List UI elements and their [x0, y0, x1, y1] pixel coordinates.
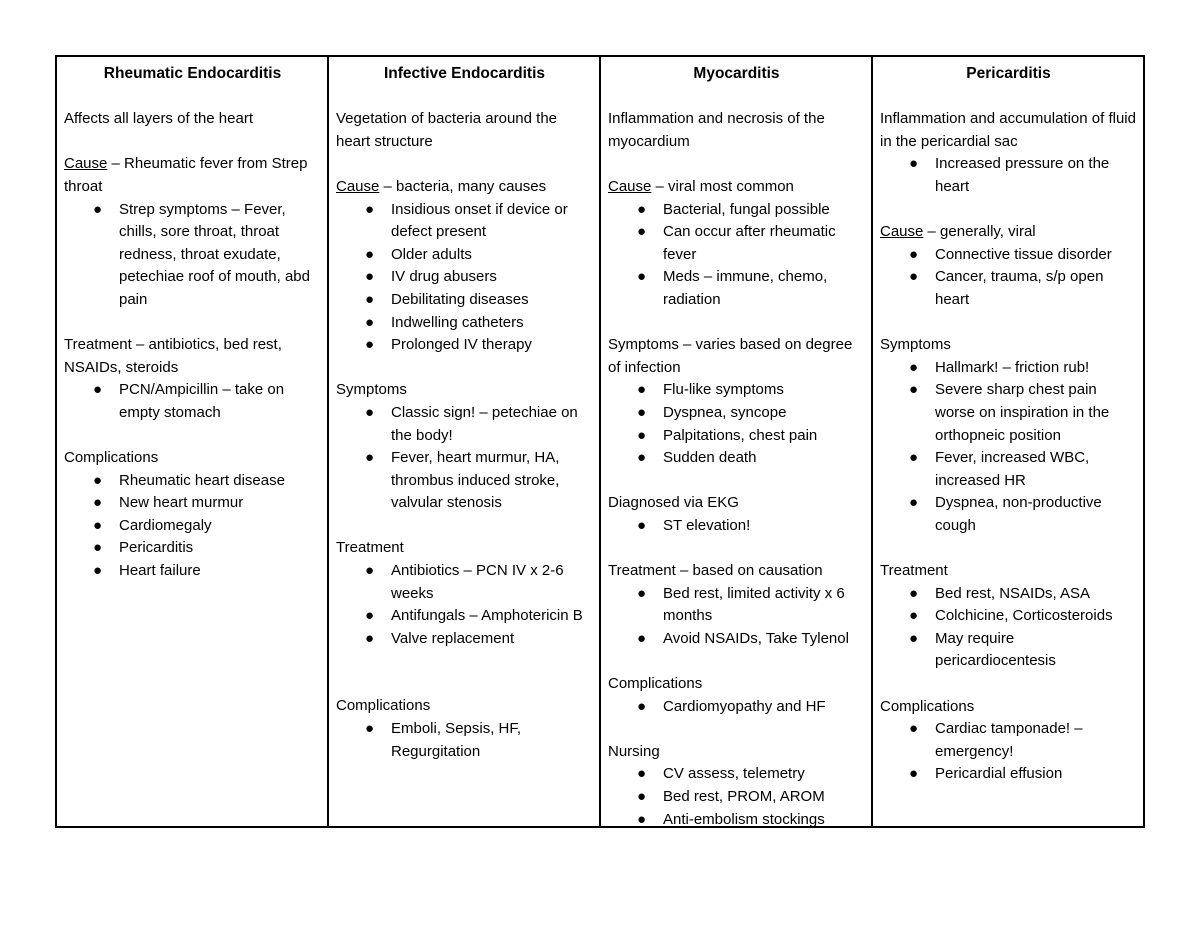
list-item	[365, 289, 593, 312]
section-body: Symptoms – varies based on degree of infection	[608, 336, 853, 376]
section-text	[608, 176, 865, 199]
section	[64, 108, 321, 131]
section	[608, 560, 865, 650]
list-item	[637, 379, 865, 402]
list-item-text: Insidious onset if device or defect present	[391, 200, 568, 241]
list-item-text: Fever, heart murmur, HA, thrombus induced stroke, valvular stenosis	[391, 449, 560, 512]
section-body: Complications	[64, 449, 159, 467]
bullet-icon: ●	[909, 720, 919, 738]
list-item-text: Dyspnea, syncope	[663, 403, 787, 421]
section	[64, 334, 321, 424]
bullet-list	[880, 583, 1137, 673]
section-body: Treatment – based on causation	[608, 562, 823, 580]
column-header: Rheumatic Endocarditis	[103, 65, 282, 82]
list-item	[909, 628, 1137, 673]
section-text	[336, 537, 593, 560]
list-item-text: Valve replacement	[391, 629, 515, 647]
section	[336, 176, 593, 357]
section-text	[608, 741, 865, 764]
list-item	[909, 718, 1137, 763]
bullet-icon: ●	[365, 562, 375, 580]
list-item	[909, 379, 1137, 447]
section-text	[608, 560, 865, 583]
list-item-text: IV drug abusers	[391, 268, 497, 286]
bullet-icon: ●	[93, 516, 103, 534]
bullet-list	[608, 199, 865, 312]
bullet-icon: ●	[909, 268, 919, 286]
section	[64, 153, 321, 311]
bullet-list	[64, 379, 321, 424]
section-body: – Rheumatic fever from Strep throat	[64, 155, 308, 195]
list-item-text: PCN/Ampicillin – take on empty stomach	[119, 381, 285, 421]
section-text	[608, 108, 865, 153]
section-label: Cause	[64, 155, 108, 173]
list-item-text: Avoid NSAIDs, Take Tylenol	[663, 629, 849, 647]
list-item-text: Cancer, trauma, s/p open heart	[935, 268, 1104, 308]
bullet-icon: ●	[909, 607, 919, 625]
table-column	[873, 57, 1143, 826]
list-item	[365, 605, 593, 628]
section	[336, 379, 593, 515]
list-item-text: Heart failure	[119, 562, 201, 580]
list-item-text: Severe sharp chest pain worse on inspiration in the orthopneic position	[935, 381, 1110, 444]
bullet-list	[64, 470, 321, 583]
bullet-icon: ●	[365, 607, 375, 625]
list-item-text: Classic sign! – petechiae on the body!	[391, 403, 578, 444]
section	[880, 221, 1137, 311]
section	[336, 537, 593, 650]
list-item	[93, 515, 321, 538]
section	[64, 447, 321, 583]
bullet-icon: ●	[365, 313, 375, 331]
section	[608, 176, 865, 312]
list-item-text: Dyspnea, non-productive cough	[935, 494, 1102, 534]
list-item-text: Indwelling catheters	[391, 313, 524, 331]
section-body: Affects all layers of the heart	[64, 110, 253, 128]
section-text	[880, 108, 1137, 153]
bullet-icon: ●	[637, 788, 647, 805]
list-item	[637, 583, 865, 628]
bullet-icon: ●	[637, 268, 647, 286]
section-text	[880, 696, 1137, 719]
section-text	[64, 334, 321, 379]
section-body: Complications	[336, 697, 431, 715]
bullet-icon: ●	[637, 697, 647, 715]
list-item-text: Bed rest, limited activity x 6 months	[663, 584, 845, 625]
section	[608, 673, 865, 718]
bullet-list	[880, 718, 1137, 786]
section-text	[336, 379, 593, 402]
bullet-list	[336, 402, 593, 515]
list-item	[365, 244, 593, 267]
bullet-icon: ●	[365, 449, 375, 467]
bullet-icon: ●	[637, 381, 647, 399]
list-item-text: Emboli, Sepsis, HF, Regurgitation	[391, 720, 522, 760]
list-item	[637, 199, 865, 222]
section-text	[64, 447, 321, 470]
bullet-icon: ●	[365, 290, 375, 308]
section-text	[880, 334, 1137, 357]
list-item-text: Meds – immune, chemo, radiation	[663, 268, 828, 308]
list-item	[93, 379, 321, 424]
section-text	[608, 334, 865, 379]
section-text	[336, 695, 593, 718]
bullet-icon: ●	[365, 403, 375, 421]
bullet-icon: ●	[637, 200, 647, 218]
bullet-list	[336, 560, 593, 650]
list-item	[637, 221, 865, 266]
bullet-icon: ●	[637, 810, 647, 826]
list-item	[93, 199, 321, 312]
section-label: Cause	[608, 177, 652, 195]
list-item	[909, 244, 1137, 267]
bullet-icon: ●	[637, 516, 647, 534]
list-item	[909, 357, 1137, 380]
section-text	[64, 108, 321, 131]
list-item-text: Fever, increased WBC, increased HR	[935, 449, 1090, 489]
section-text	[608, 673, 865, 696]
section-body: Treatment	[336, 539, 404, 557]
bullet-icon: ●	[637, 223, 647, 241]
list-item-text: Cardiomyopathy and HF	[663, 697, 826, 715]
section-label: Cause	[880, 223, 924, 241]
bullet-icon: ●	[365, 268, 375, 286]
list-item-text: Connective tissue disorder	[935, 245, 1112, 263]
bullet-list	[336, 718, 593, 763]
list-item	[365, 334, 593, 357]
list-item	[637, 515, 865, 538]
list-item	[637, 447, 865, 470]
list-item	[637, 628, 865, 651]
bullet-icon: ●	[637, 765, 647, 783]
list-item-text: Rheumatic heart disease	[119, 471, 285, 489]
section-text	[880, 221, 1137, 244]
list-item	[93, 560, 321, 583]
list-item-text: Debilitating diseases	[391, 290, 529, 308]
list-item-text: Colchicine, Corticosteroids	[935, 607, 1113, 625]
list-item	[637, 402, 865, 425]
table-column	[601, 57, 873, 826]
section-label: Cause	[336, 177, 380, 195]
bullet-icon: ●	[909, 765, 919, 783]
section-text	[608, 492, 865, 515]
list-item-text: Prolonged IV therapy	[391, 336, 532, 354]
bullet-icon: ●	[637, 426, 647, 444]
list-item-text: Bacterial, fungal possible	[663, 200, 830, 218]
section-text	[64, 153, 321, 198]
list-item	[365, 560, 593, 605]
list-item	[365, 402, 593, 447]
list-item	[365, 628, 593, 651]
bullet-icon: ●	[365, 245, 375, 263]
list-item-text: Can occur after rheumatic fever	[663, 223, 836, 263]
section-body: Nursing	[608, 742, 660, 760]
list-item	[637, 425, 865, 448]
bullet-icon: ●	[637, 449, 647, 467]
bullet-icon: ●	[365, 200, 375, 218]
column-header: Myocarditis	[693, 65, 780, 82]
section-body: Treatment	[880, 562, 948, 580]
list-item	[909, 153, 1137, 198]
list-item-text: Antibiotics – PCN IV x 2-6 weeks	[391, 562, 564, 602]
bullet-icon: ●	[909, 584, 919, 602]
section	[608, 741, 865, 826]
section-body: Symptoms	[336, 381, 407, 399]
section	[880, 108, 1137, 198]
bullet-icon: ●	[909, 245, 919, 263]
bullet-icon: ●	[93, 562, 103, 580]
list-item	[909, 447, 1137, 492]
bullet-icon: ●	[365, 336, 375, 354]
list-item-text: Increased pressure on the heart	[935, 155, 1110, 195]
bullet-list	[608, 515, 865, 538]
comparison-table	[55, 55, 1145, 828]
column-header: Infective Endocarditis	[383, 65, 546, 82]
list-item	[637, 696, 865, 719]
list-item-text: May require pericardiocentesis	[935, 629, 1056, 670]
bullet-icon: ●	[909, 449, 919, 467]
bullet-icon: ●	[93, 539, 103, 557]
bullet-list	[608, 763, 865, 826]
bullet-list	[880, 244, 1137, 312]
section-text	[336, 108, 593, 153]
section	[880, 334, 1137, 537]
list-item	[637, 763, 865, 786]
list-item-text: Pericarditis	[119, 539, 194, 557]
section-body: Treatment – antibiotics, bed rest, NSAIDs, steroids	[64, 336, 282, 376]
list-item-text: Sudden death	[663, 449, 757, 467]
section-body: – bacteria, many causes	[379, 177, 547, 195]
list-item	[365, 312, 593, 335]
section-body: Vegetation of bacteria around the heart structure	[336, 110, 558, 150]
section-body: – generally, viral	[923, 223, 1036, 241]
list-item	[909, 605, 1137, 628]
list-item	[637, 786, 865, 809]
bullet-list	[64, 199, 321, 312]
list-item-text: Bed rest, PROM, AROM	[663, 788, 825, 805]
list-item	[365, 266, 593, 289]
list-item-text: Cardiac tamponade! – emergency!	[935, 720, 1083, 760]
bullet-list	[880, 357, 1137, 538]
section	[608, 334, 865, 470]
list-item-text: Hallmark! – friction rub!	[935, 358, 1090, 376]
bullet-icon: ●	[365, 720, 375, 738]
bullet-icon: ●	[93, 200, 103, 218]
list-item-text: Anti-embolism stockings	[663, 810, 825, 826]
bullet-icon: ●	[93, 381, 103, 399]
bullet-list	[336, 199, 593, 357]
section	[608, 492, 865, 537]
section-text	[880, 560, 1137, 583]
list-item	[93, 537, 321, 560]
list-item-text: Antifungals – Amphotericin B	[391, 607, 583, 625]
bullet-list	[608, 379, 865, 469]
section-body: Symptoms	[880, 336, 951, 354]
list-item	[365, 447, 593, 515]
section	[336, 695, 593, 763]
bullet-icon: ●	[909, 629, 919, 647]
bullet-icon: ●	[93, 471, 103, 489]
list-item-text: Flu-like symptoms	[663, 381, 784, 399]
section	[880, 696, 1137, 786]
section	[880, 560, 1137, 673]
table-column	[329, 57, 601, 826]
list-item-text: Palpitations, chest pain	[663, 426, 818, 444]
section-body: Diagnosed via EKG	[608, 494, 739, 512]
list-item	[909, 763, 1137, 786]
list-item-text: New heart murmur	[119, 494, 244, 512]
list-item-text: Bed rest, NSAIDs, ASA	[935, 584, 1091, 602]
list-item-text: Cardiomegaly	[119, 516, 212, 534]
bullet-list	[608, 696, 865, 719]
list-item-text: ST elevation!	[663, 516, 751, 534]
list-item-text: CV assess, telemetry	[663, 765, 805, 783]
bullet-list	[608, 583, 865, 651]
bullet-icon: ●	[909, 358, 919, 376]
list-item	[909, 583, 1137, 606]
section-body: Inflammation and accumulation of fluid in the pericardial sac	[880, 110, 1136, 150]
section	[336, 108, 593, 153]
bullet-icon: ●	[637, 629, 647, 647]
bullet-icon: ●	[93, 494, 103, 512]
section-body: – viral most common	[651, 177, 794, 195]
bullet-icon: ●	[637, 403, 647, 421]
list-item	[365, 199, 593, 244]
list-item	[909, 266, 1137, 311]
section-body: Complications	[880, 697, 975, 715]
column-header: Pericarditis	[966, 65, 1051, 82]
list-item	[637, 266, 865, 311]
list-item	[909, 492, 1137, 537]
list-item-text: Strep symptoms – Fever, chills, sore throat, throat redness, throat exudate, petechiae roof of mouth, abd pain	[119, 200, 310, 308]
bullet-icon: ●	[637, 584, 647, 602]
table-column	[57, 57, 329, 826]
list-item	[365, 718, 593, 763]
list-item	[93, 470, 321, 493]
section-body: Inflammation and necrosis of the myocardium	[608, 110, 825, 150]
list-item-text: Older adults	[391, 245, 472, 263]
section-text	[336, 176, 593, 199]
bullet-list	[880, 153, 1137, 198]
bullet-icon: ●	[365, 629, 375, 647]
bullet-icon: ●	[909, 381, 919, 399]
bullet-icon: ●	[909, 494, 919, 512]
list-item	[93, 492, 321, 515]
list-item-text: Pericardial effusion	[935, 765, 1063, 783]
bullet-icon: ●	[909, 155, 919, 173]
list-item	[637, 809, 865, 826]
section	[608, 108, 865, 153]
section-body: Complications	[608, 675, 703, 693]
